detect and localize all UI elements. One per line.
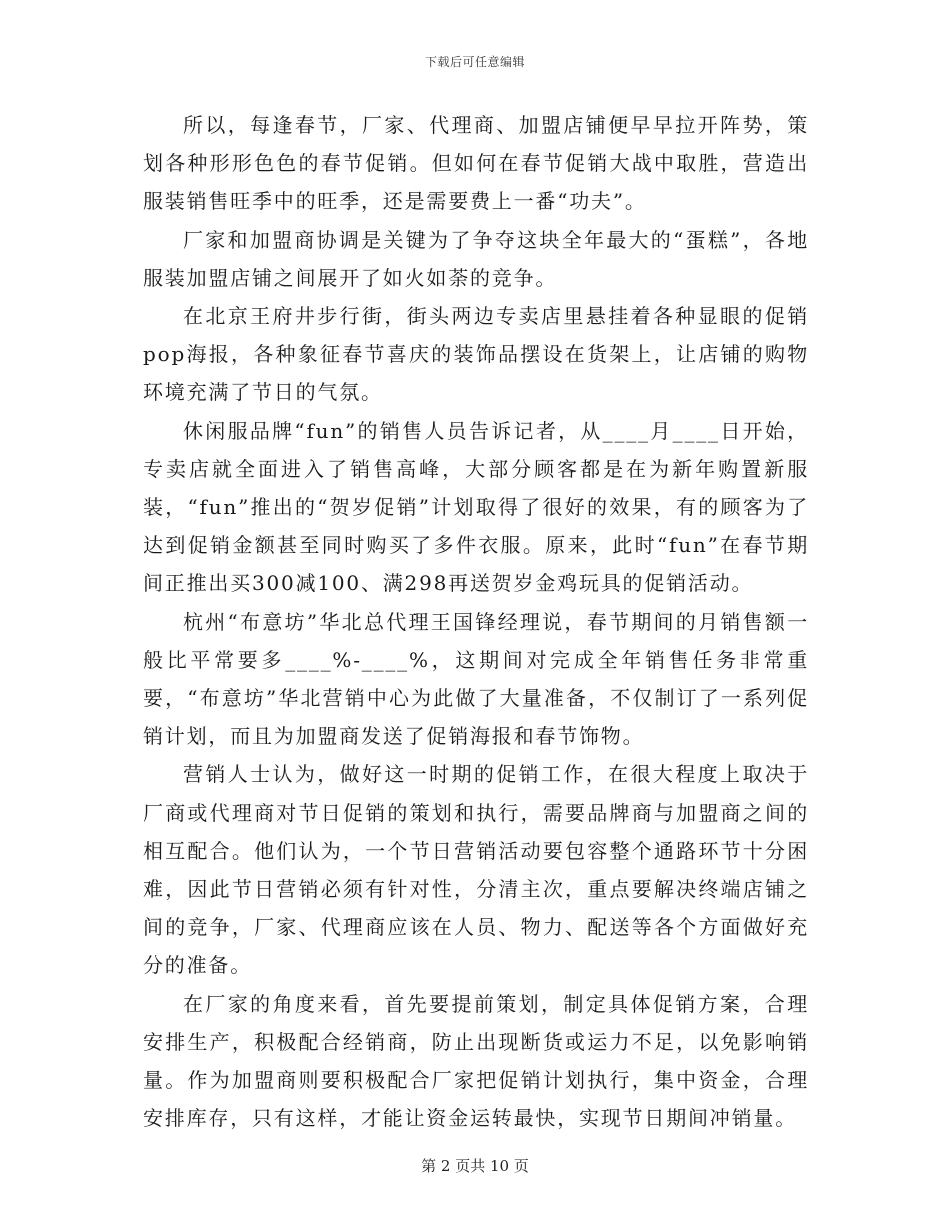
paragraph-2: 厂家和加盟商协调是关键为了争夺这块全年最大的“蛋糕”，各地服装加盟店铺之间展开了如火如荼的竞争。 bbox=[143, 227, 809, 290]
document-body bbox=[143, 106, 809, 1137]
paragraph-7: 在厂家的角度来看，首先要提前策划，制定具体促销方案，合理安排生产，积极配合经销商，防止出现断货或运力不足，以免影响销量。作为加盟商则要积极配合厂家把促销计划执行，集中资金，合理安排库存，只有这样，才能让资金运转最快，实现节日期间冲销量。 bbox=[143, 991, 809, 1131]
paragraph-1: 所以，每逢春节，厂家、代理商、加盟店铺便早早拉开阵势，策划各种形形色色的春节促销。但如何在春节促销大战中取胜，营造出服装销售旺季中的旺季，还是需要费上一番“功夫”。 bbox=[143, 113, 809, 214]
paragraph-5: 杭州“布意坊”华北总代理王国锋经理说，春节期间的月销售额一般比平常要多____%-____%，这期间对完成全年销售任务非常重要，“布意坊”华北营销中心为此做了大量准备，不仅制订了一系列促销计划，而且为加盟商发送了促销海报和春节饰物。 bbox=[143, 609, 809, 749]
paragraph-4: 休闲服品牌“fun”的销售人员告诉记者，从____月____日开始，专卖店就全面进入了销售高峰，大部分顾客都是在为新年购置新服装，“fun”推出的“贺岁促销”计划取得了很好的效果，有的顾客为了达到促销金额甚至同时购买了多件衣服。原来，此时“fun”在春节期间正推出买300减100、满298再送贺岁金鸡玩具的促销活动。 bbox=[143, 418, 809, 596]
paragraph-6: 营销人士认为，做好这一时期的促销工作，在很大程度上取决于厂商或代理商对节日促销的策划和执行，需要品牌商与加盟商之间的相互配合。他们认为，一个节日营销活动要包容整个通路环节十分困难，因此节日营销必须有针对性，分清主次，重点要解决终端店铺之间的竞争，厂家、代理商应该在人员、物力、配送等各个方面做好充分的准备。 bbox=[143, 762, 809, 978]
paragraph-3: 在北京王府井步行街，街头两边专卖店里悬挂着各种显眼的促销pop海报，各种象征春节喜庆的装饰品摆设在货架上，让店铺的购物环境充满了节日的气氛。 bbox=[143, 304, 809, 405]
page-footer: 第 2 页共 10 页 bbox=[421, 1157, 529, 1175]
page-header: 下载后可任意编辑 bbox=[424, 55, 525, 69]
